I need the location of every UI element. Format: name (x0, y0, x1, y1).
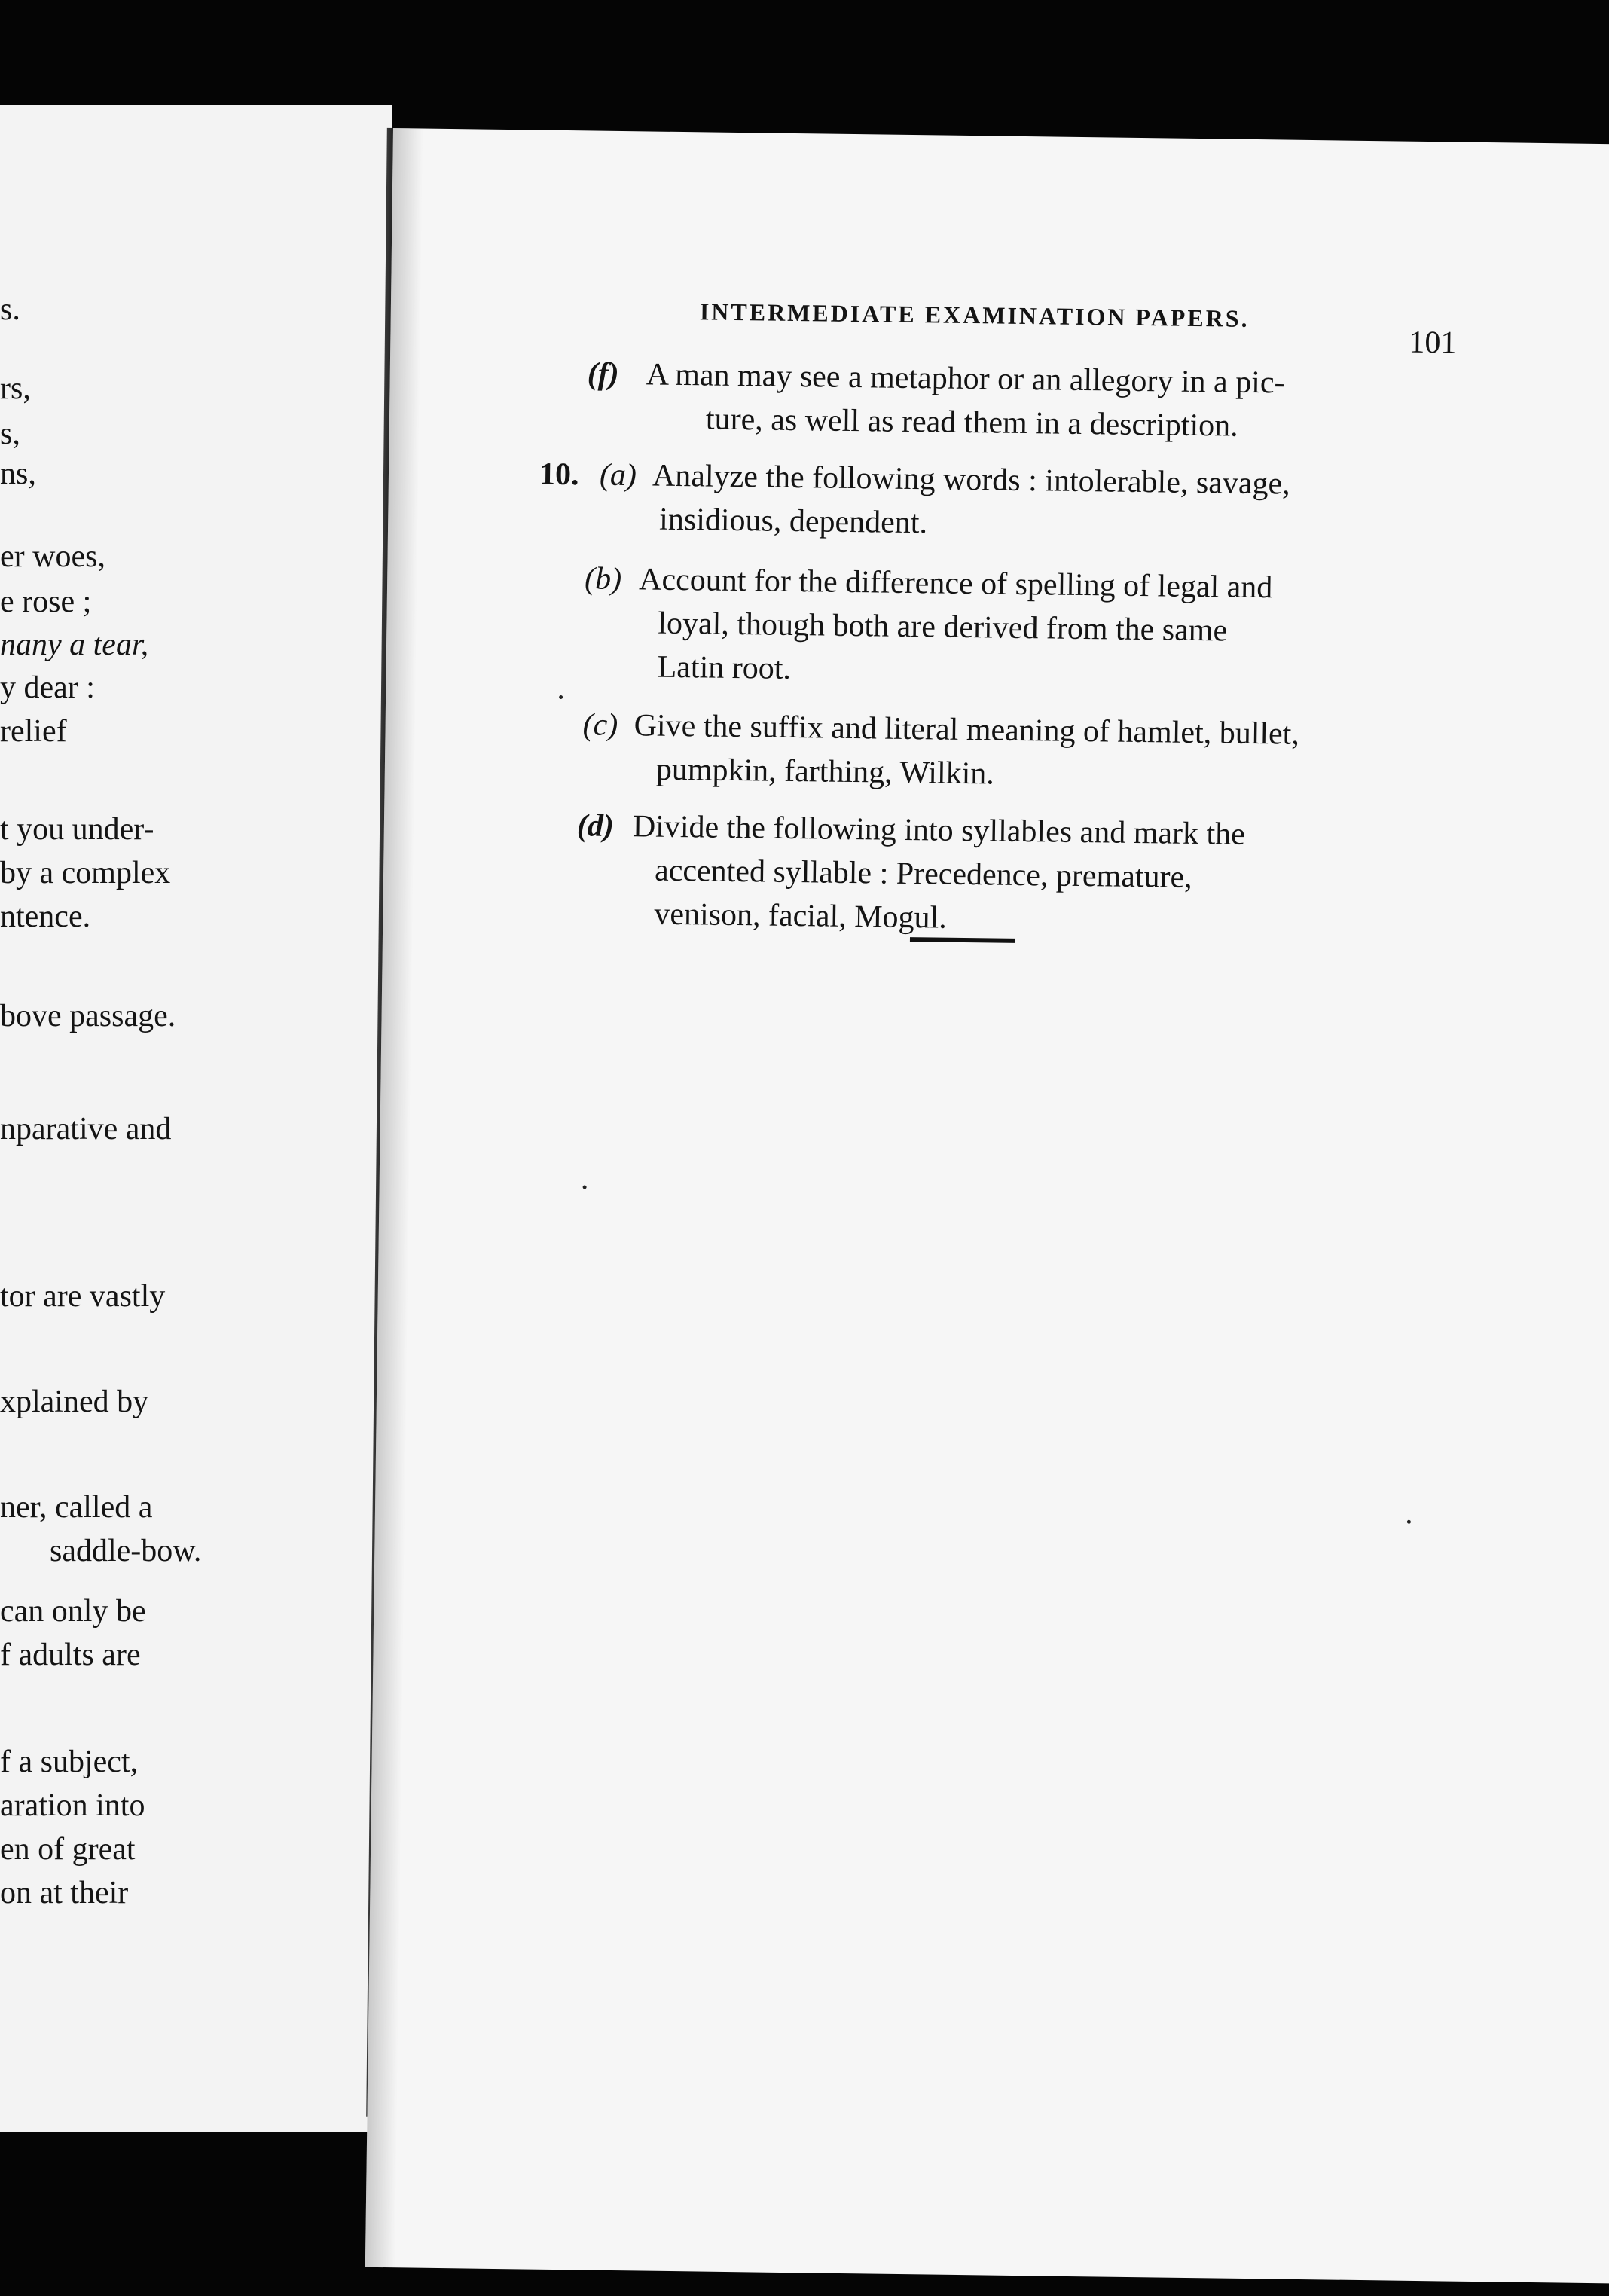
left-facing-page (0, 105, 392, 2132)
left-line: rs, (0, 371, 31, 406)
print-speck (559, 695, 563, 699)
running-head: INTERMEDIATE EXAMINATION PAPERS. (699, 298, 1250, 332)
left-line: tor are vastly (0, 1279, 166, 1314)
item-label-f: (f) (587, 356, 620, 392)
left-line: y dear : (0, 670, 95, 705)
left-line: saddle-bow. (50, 1534, 202, 1568)
left-line: relief (0, 714, 67, 749)
left-line: xplained by (0, 1385, 149, 1419)
left-line: by a complex (0, 856, 171, 890)
item-label-d: (d) (576, 808, 615, 844)
item-c-line: Give the suffix and literal meaning of hamlet, bullet, (634, 708, 1300, 752)
question-number: 10. (539, 456, 579, 493)
left-line: t you under- (0, 812, 154, 847)
left-line: nany a tear, (0, 627, 149, 662)
left-line: er woes, (0, 539, 105, 574)
item-b-line: loyal, though both are derived from the same (658, 606, 1228, 649)
left-line: can only be (0, 1594, 146, 1629)
print-speck (1407, 1520, 1411, 1524)
section-end-rule (910, 937, 1015, 943)
right-page (365, 128, 1609, 2283)
print-speck (583, 1185, 587, 1189)
left-line: en of great (0, 1832, 136, 1867)
item-a-line: insidious, dependent. (658, 502, 928, 541)
item-f-line: ture, as well as read them in a description. (705, 401, 1238, 444)
item-label-b: (b) (584, 561, 622, 597)
item-b-line: Latin root. (657, 649, 792, 686)
left-line: nparative and (0, 1112, 172, 1146)
item-b-line: Account for the difference of spelling of legal and (638, 562, 1273, 606)
item-f-line: A man may see a metaphor or an allegory in a pic- (646, 357, 1285, 401)
left-line: bove passage. (0, 999, 176, 1034)
left-line: ntence. (0, 899, 91, 934)
item-label-a: (a) (599, 457, 637, 493)
left-line: aration into (0, 1788, 145, 1823)
item-label-c: (c) (582, 707, 618, 743)
left-line: ner, called a (0, 1490, 153, 1525)
left-line: e rose ; (0, 585, 92, 619)
left-line: ns, (0, 456, 36, 491)
item-d-line: venison, facial, Mogul. (654, 896, 948, 936)
item-c-line: pumpkin, farthing, Wilkin. (655, 752, 995, 792)
left-line: f a subject, (0, 1745, 139, 1779)
item-d-line: Divide the following into syllables and mark the (632, 809, 1246, 852)
item-d-line: accented syllable : Precedence, premature, (654, 853, 1192, 895)
left-line: s, (0, 417, 20, 451)
left-line: s. (0, 292, 20, 327)
left-line: f adults are (0, 1638, 141, 1672)
left-line: on at their (0, 1876, 129, 1910)
page-number: 101 (1409, 325, 1457, 361)
item-a-line: Analyze the following words : intolerable, savage, (652, 458, 1290, 502)
